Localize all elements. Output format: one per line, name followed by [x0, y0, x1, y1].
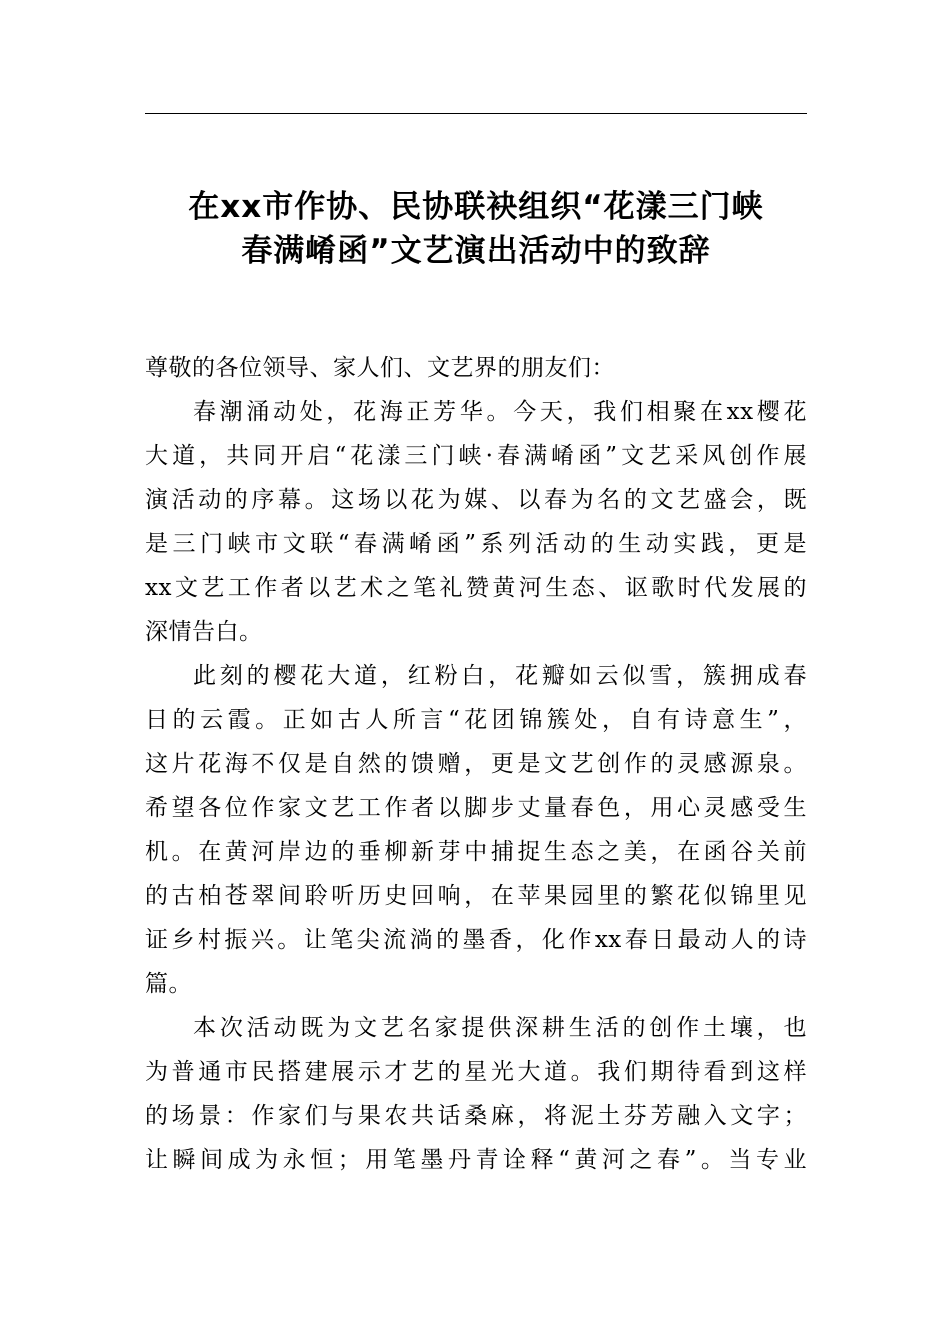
text-line: xx文艺工作者以艺术之笔礼赞黄河生态、讴歌时代发展的 [145, 575, 807, 601]
text-line: 是三门峡市文联“春满崤函”系列活动的生动实践，更是 [145, 531, 807, 557]
header-rule [145, 113, 807, 114]
salutation: 尊敬的各位领导、家人们、文艺界的朋友们： [145, 355, 615, 381]
text-line: 深情告白。 [145, 619, 263, 645]
text-line: 此刻的樱花大道，红粉白，花瓣如云似雪，簇拥成春 [193, 663, 807, 689]
title-line-2: 春满崤函”文艺演出活动中的致辞 [241, 233, 711, 269]
text-line: 本次活动既为文艺名家提供深耕生活的创作土壤，也 [193, 1015, 807, 1041]
text-line: 春潮涌动处，花海正芳华。今天，我们相聚在xx樱花 [193, 399, 807, 425]
paragraph-2 [145, 654, 807, 1006]
text-line: 的古柏苍翠间聆听历史回响，在苹果园里的繁花似锦里见 [145, 883, 807, 909]
text-line: 机。在黄河岸边的垂柳新芽中捕捉生态之美，在函谷关前 [145, 839, 807, 865]
text-line: 为普通市民搭建展示才艺的星光大道。我们期待看到这样 [145, 1059, 807, 1085]
text-line: 让瞬间成为永恒；用笔墨丹青诠释“黄河之春”。当专业 [145, 1147, 807, 1173]
title-line-1: 在xx市作协、民协联袂组织“花漾三门峡 [188, 189, 764, 225]
text-line: 证乡村振兴。让笔尖流淌的墨香，化作xx春日最动人的诗 [145, 927, 807, 953]
paragraph-1 [145, 390, 807, 654]
text-line: 希望各位作家文艺工作者以脚步丈量春色，用心灵感受生 [145, 795, 807, 821]
paragraph-3 [145, 1006, 807, 1182]
text-line: 大道，共同开启“花漾三门峡·春满崤函”文艺采风创作展 [145, 443, 807, 469]
text-line: 日的云霞。正如古人所言“花团锦簇处，自有诗意生”， [145, 707, 807, 733]
text-line: 的场景：作家们与果农共话桑麻，将泥土芬芳融入文字； [145, 1103, 807, 1129]
text-line: 这片花海不仅是自然的馈赠，更是文艺创作的灵感源泉。 [145, 751, 807, 777]
document-title [110, 185, 842, 273]
text-line: 篇。 [145, 971, 192, 997]
text-line: 演活动的序幕。这场以花为媒、以春为名的文艺盛会，既 [145, 487, 807, 513]
document-body [145, 346, 807, 1182]
